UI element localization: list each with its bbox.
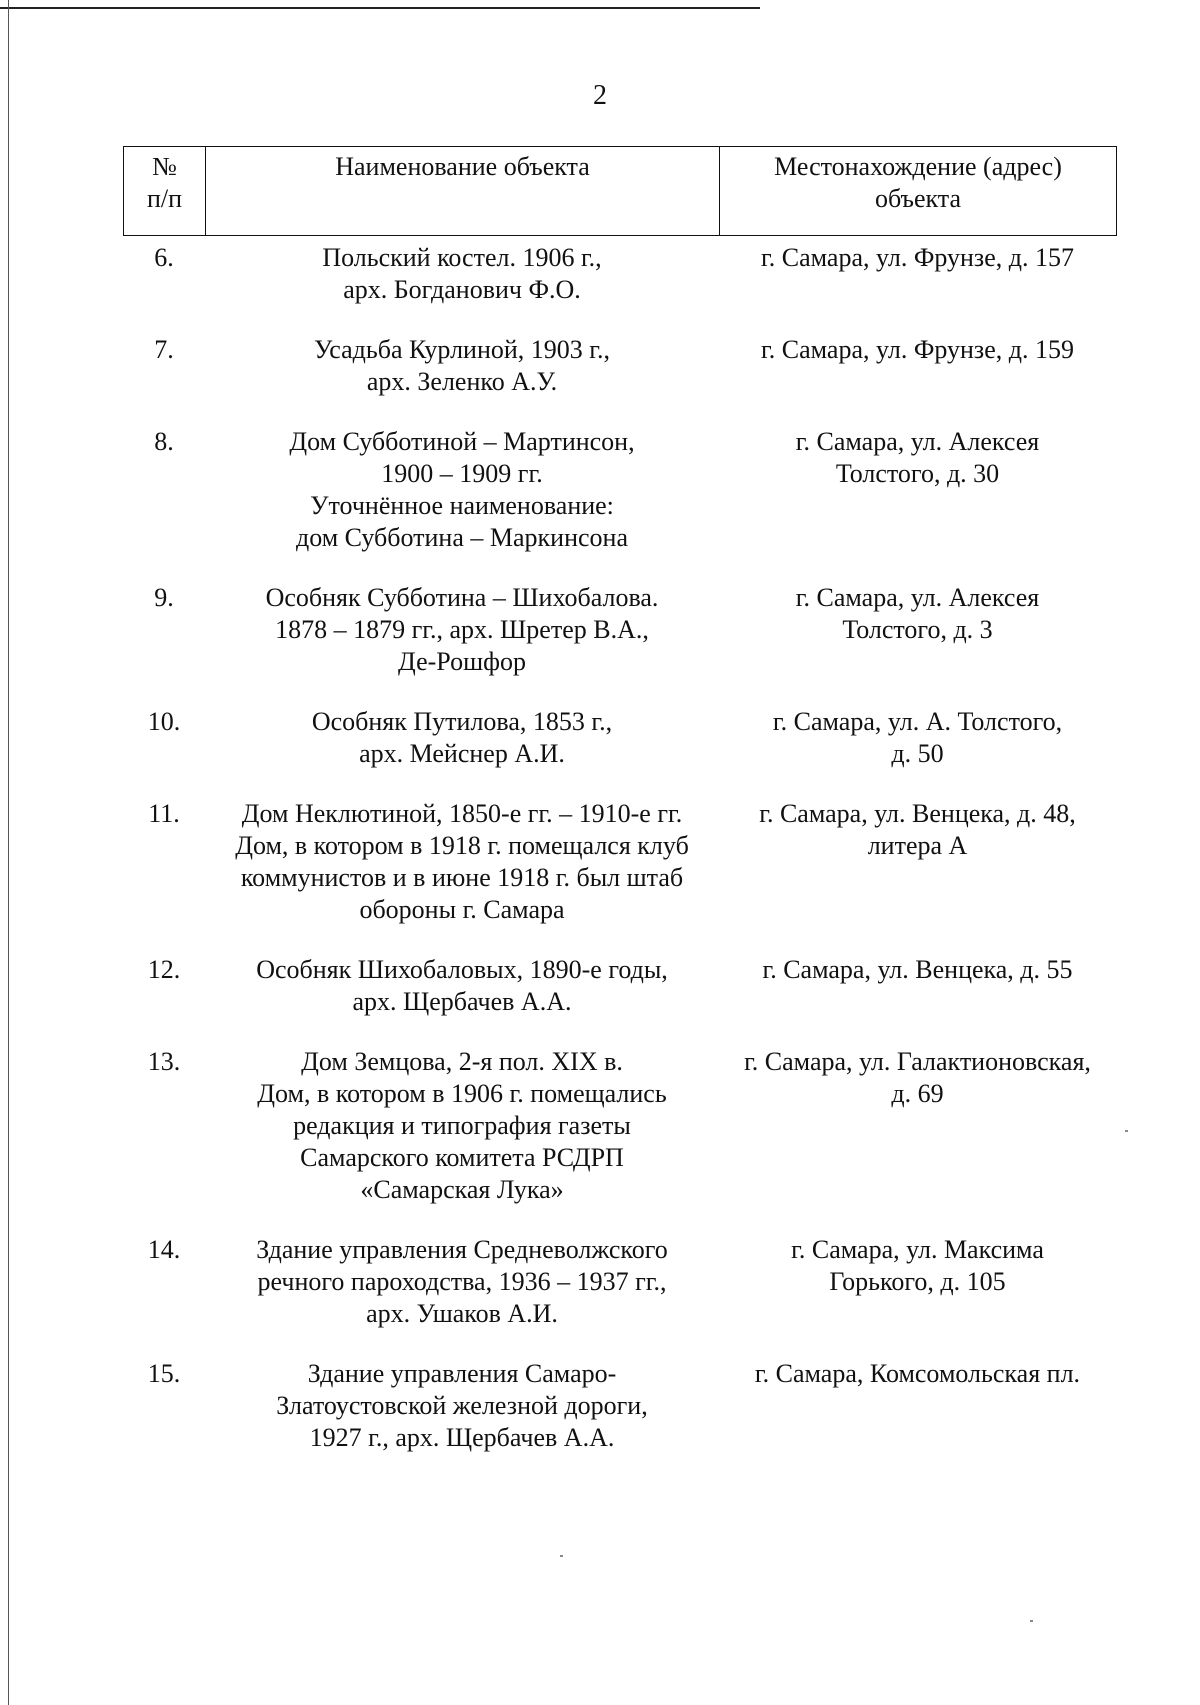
scan-edge-left (8, 0, 9, 1705)
address-line: г. Самара, ул. Фрунзе, д. 157 (761, 243, 1074, 272)
address-line: г. Самара, ул. Венцека, д. 55 (762, 955, 1073, 984)
address-cell (719, 242, 1116, 306)
address-line: Толстого, д. 30 (835, 459, 1000, 488)
row-number: 6. (154, 243, 174, 272)
row-number: 10. (147, 707, 181, 736)
object-name-cell (205, 706, 719, 770)
address-line: г. Самара, ул. Максима (791, 1235, 1044, 1264)
row-number: 11. (148, 799, 180, 828)
object-name-line: Де-Рошфор (398, 647, 526, 676)
address-line: г. Самара, ул. А. Толстого, (772, 707, 1063, 736)
object-name-line: 1878 – 1879 гг., арх. Шретер В.А., (275, 615, 649, 644)
address-line: д. 69 (891, 1079, 944, 1108)
address-cell (719, 706, 1116, 770)
header-address-line: объекта (874, 184, 962, 213)
header-name-cell (206, 147, 720, 236)
table-body (123, 242, 1116, 1454)
object-name-line: арх. Ушаков А.И. (366, 1299, 558, 1328)
header-name-line: Наименование объекта (335, 152, 590, 181)
table-header (123, 146, 1117, 236)
table-row (123, 582, 1116, 678)
object-name-line: Усадьба Курлиной, 1903 г., (313, 335, 611, 364)
table-row (123, 426, 1116, 554)
row-number: 9. (154, 583, 174, 612)
address-line: г. Самара, ул. Венцека, д. 48, (759, 799, 1076, 828)
table-row (123, 242, 1116, 306)
address-cell (719, 954, 1116, 1018)
object-name-line: Особняк Субботина – Шихобалова. (265, 583, 659, 612)
address-line: Толстого, д. 3 (842, 615, 993, 644)
object-name-cell (205, 1046, 719, 1206)
object-name-line: Самарского комитета РСДРП (300, 1143, 624, 1172)
row-number: 13. (147, 1047, 181, 1076)
object-name-cell (205, 1358, 719, 1454)
row-number: 8. (154, 427, 174, 456)
object-name-line: арх. Щербачев А.А. (352, 987, 572, 1016)
table-row (123, 1358, 1116, 1454)
address-cell (719, 798, 1116, 926)
object-name-line: Дом Субботиной – Мартинсон, (289, 427, 635, 456)
header-num-cell (124, 147, 206, 236)
object-name-cell (205, 1234, 719, 1330)
object-name-line: Дом, в котором в 1918 г. помещался клуб (235, 831, 689, 860)
address-cell (719, 582, 1116, 678)
object-name-line: Дом Земцова, 2-я пол. XIX в. (301, 1047, 623, 1076)
table-row (123, 798, 1116, 926)
object-name-line: редакция и типография газеты (293, 1111, 631, 1140)
object-name-line: Польский костел. 1906 г., (322, 243, 602, 272)
address-cell (719, 1234, 1116, 1330)
page-number: 2 (593, 80, 607, 111)
address-line: г. Самара, ул. Галактионовская, (744, 1047, 1091, 1076)
object-name-cell (205, 426, 719, 554)
object-name-line: коммунистов и в июне 1918 г. был штаб (240, 863, 684, 892)
address-line: г. Самара, ул. Алексея (795, 427, 1040, 456)
object-name-line: Дом Неклютиной, 1850-е гг. – 1910-е гг. (241, 799, 683, 828)
row-number: 12. (147, 955, 181, 984)
header-num-line: п/п (146, 184, 183, 213)
object-name-cell (205, 954, 719, 1018)
object-name-line: Златоустовской железной дороги, (276, 1391, 648, 1420)
object-name-line: 1927 г., арх. Щербачев А.А. (309, 1423, 615, 1452)
address-cell (719, 1046, 1116, 1206)
table-row (123, 954, 1116, 1018)
row-number: 14. (147, 1235, 181, 1264)
table-row (123, 1234, 1116, 1330)
header-address-cell (720, 147, 1117, 236)
object-name-line: Здание управления Средневолжского (256, 1235, 668, 1264)
object-name-line: Уточнённое наименование: (310, 491, 614, 520)
header-address-line: Местонахождение (адрес) (774, 152, 1062, 181)
scan-edge-top (0, 7, 760, 9)
table-row (123, 334, 1116, 398)
table-row (123, 706, 1116, 770)
row-number: 15. (147, 1359, 181, 1388)
object-name-line: арх. Мейснер А.И. (359, 739, 565, 768)
object-name-line: 1900 – 1909 гг. (381, 459, 543, 488)
row-number: 7. (154, 335, 174, 364)
object-name-line: Особняк Путилова, 1853 г., (311, 707, 613, 736)
object-name-line: дом Субботина – Маркинсона (296, 523, 628, 552)
address-line: г. Самара, ул. Алексея (795, 583, 1040, 612)
object-name-line: Особняк Шихобаловых, 1890-е годы, (256, 955, 668, 984)
address-cell (719, 334, 1116, 398)
table-row (123, 1046, 1116, 1206)
object-name-line: Здание управления Самаро- (307, 1359, 617, 1388)
address-line: Горького, д. 105 (829, 1267, 1006, 1296)
address-cell (719, 1358, 1116, 1454)
object-name-cell (205, 798, 719, 926)
header-num-line: № (152, 152, 177, 181)
scan-speck (1030, 1620, 1033, 1622)
address-line: г. Самара, ул. Фрунзе, д. 159 (761, 335, 1074, 364)
address-line: г. Самара, Комсомольская пл. (754, 1359, 1081, 1388)
object-name-line: речного пароходства, 1936 – 1937 гг., (257, 1267, 667, 1296)
object-name-cell (205, 334, 719, 398)
object-name-line: арх. Зеленко А.У. (366, 367, 558, 396)
object-name-line: арх. Богданович Ф.О. (343, 275, 581, 304)
object-name-line: обороны г. Самара (359, 895, 565, 924)
address-line: литера А (867, 831, 968, 860)
object-name-line: «Самарская Лука» (360, 1175, 564, 1204)
object-name-cell (205, 242, 719, 306)
scan-speck (560, 1555, 563, 1557)
object-name-line: Дом, в котором в 1906 г. помещались (257, 1079, 667, 1108)
address-cell (719, 426, 1116, 554)
address-line: д. 50 (891, 739, 944, 768)
object-name-cell (205, 582, 719, 678)
scan-speck (1125, 1130, 1128, 1132)
